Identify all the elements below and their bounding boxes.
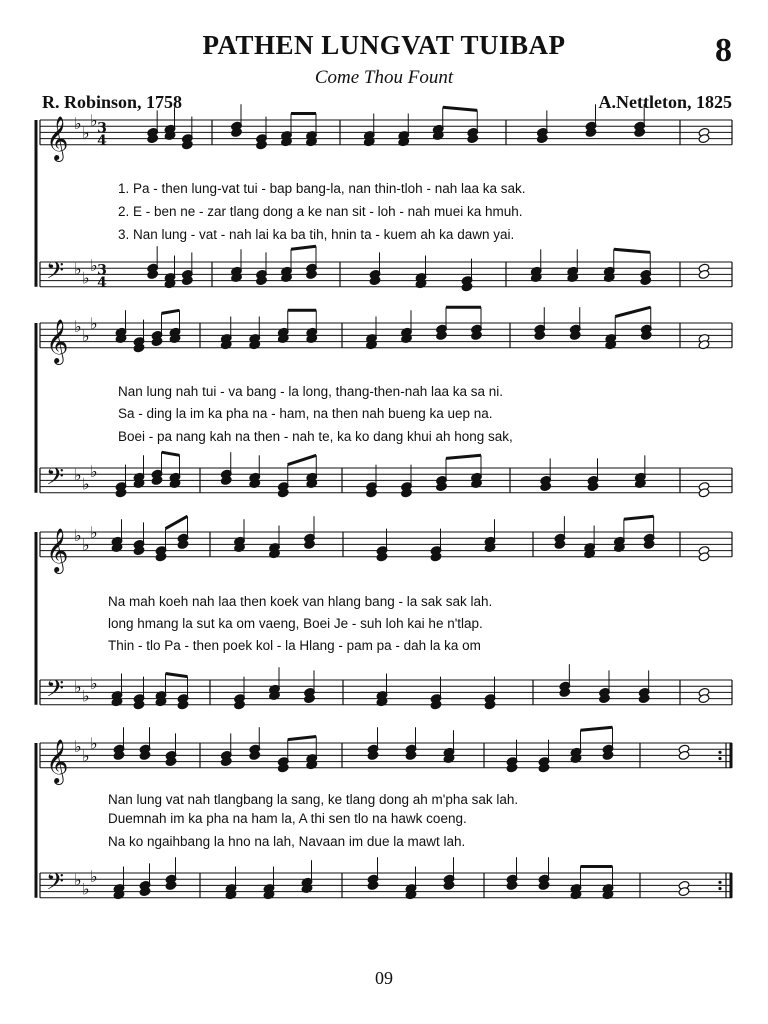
lyric-line: Sa - ding la im ka pha na - ham, na then nah bueng ka uep na. (118, 406, 493, 421)
lyric-line: 2. E - ben ne - zar tlang dong a ke nan sit - loh - nah muei ka hmuh. (118, 204, 523, 219)
note-beam (443, 107, 478, 110)
note-beam (288, 455, 317, 464)
lyric-line: 3. Nan lung - vat - nah lai ka ba tih, hnin ta - kuem ah ka dawn yai. (118, 227, 515, 242)
repeat-dot (718, 881, 721, 884)
lyric-line: Nan lung vat nah tlangbang la sang, ke tlang dong ah m'pha sak lah. (108, 792, 519, 807)
bass-clef-icon: 𝄢 (46, 462, 65, 496)
note-beam (162, 310, 180, 313)
flat-icon: ♭ (90, 674, 98, 694)
flat-icon: ♭ (74, 737, 82, 757)
flat-icon: ♭ (74, 114, 82, 134)
note-beam (624, 516, 654, 519)
treble-clef-icon: 𝄞 (46, 738, 69, 783)
note-beam (614, 249, 651, 252)
flat-icon: ♭ (82, 123, 90, 143)
note-beam (291, 246, 316, 249)
time-signature-denominator: 4 (97, 132, 107, 149)
note-beam (166, 516, 188, 528)
flat-icon: ♭ (82, 879, 90, 899)
lyric-line: Nan lung nah tui - va bang - la long, thang-then-nah laa ka sa ni. (118, 384, 504, 399)
time-signature-numerator: 3 (97, 262, 107, 279)
flat-icon: ♭ (82, 686, 90, 706)
flat-icon: ♭ (82, 268, 90, 288)
lyric-line: long hmang la sut ka om vaeng, Boei Je - suh loh kai he n'tlap. (108, 616, 483, 631)
note-beam (581, 727, 613, 730)
flat-icon: ♭ (74, 317, 82, 337)
bass-clef-icon: 𝄢 (46, 674, 65, 708)
lyric-line: Boei - pa nang kah na then - nah te, ka ko dang khui ah hong sak, (118, 429, 513, 444)
bass-clef-icon: 𝄢 (46, 256, 65, 290)
flat-icon: ♭ (90, 256, 98, 276)
repeat-dot (718, 751, 721, 754)
lyric-line: Duemnah im ka pha na ham la, A thi sen tlo na hawk coeng. (108, 811, 467, 826)
flat-icon: ♭ (90, 523, 98, 543)
note-beam (166, 674, 188, 677)
flat-icon: ♭ (74, 465, 82, 485)
time-signature-denominator: 4 (97, 274, 107, 291)
flat-icon: ♭ (74, 259, 82, 279)
flat-icon: ♭ (82, 535, 90, 555)
hymn-number: 8 (715, 32, 732, 69)
lyric-line: Na mah koeh nah laa then koek van hlang bang - la sak sak lah. (108, 594, 493, 609)
flat-icon: ♭ (74, 870, 82, 890)
flat-icon: ♭ (82, 474, 90, 494)
flat-icon: ♭ (74, 526, 82, 546)
hymn-subtitle: Come Thou Fount (314, 67, 454, 88)
treble-clef-icon: 𝄞 (46, 115, 69, 160)
page-number: 09 (375, 968, 393, 988)
treble-clef-icon: 𝄞 (46, 527, 69, 572)
repeat-dot (718, 887, 721, 890)
flat-icon: ♭ (82, 746, 90, 766)
lyric-line: Na ko ngaihbang la hno na lah, Navaan im due la mawt lah. (108, 834, 466, 849)
note-beam (288, 737, 317, 740)
author-credit: R. Robinson, 1758 (42, 92, 183, 112)
hymn-title: PATHEN LUNGVAT TUIBAP (202, 30, 566, 60)
flat-icon: ♭ (90, 462, 98, 482)
lyric-line: Thin - tlo Pa - then poek kol - la Hlang - pam pa - dah la ka om (108, 638, 481, 653)
flat-icon: ♭ (90, 867, 98, 887)
treble-clef-icon: 𝄞 (46, 318, 69, 363)
repeat-dot (718, 757, 721, 760)
flat-icon: ♭ (82, 326, 90, 346)
composer-credit: A.Nettleton, 1825 (598, 92, 732, 112)
flat-icon: ♭ (90, 734, 98, 754)
flat-icon: ♭ (74, 677, 82, 697)
note-beam (446, 455, 481, 458)
note-beam (615, 307, 651, 316)
note-beam (162, 452, 180, 455)
bass-clef-icon: 𝄢 (46, 867, 65, 901)
lyric-line: 1. Pa - then lung-vat tui - bap bang-la, nan thin-tloh - nah laa ka sak. (118, 181, 526, 196)
flat-icon: ♭ (90, 111, 98, 131)
time-signature-numerator: 3 (97, 120, 107, 137)
flat-icon: ♭ (90, 314, 98, 334)
